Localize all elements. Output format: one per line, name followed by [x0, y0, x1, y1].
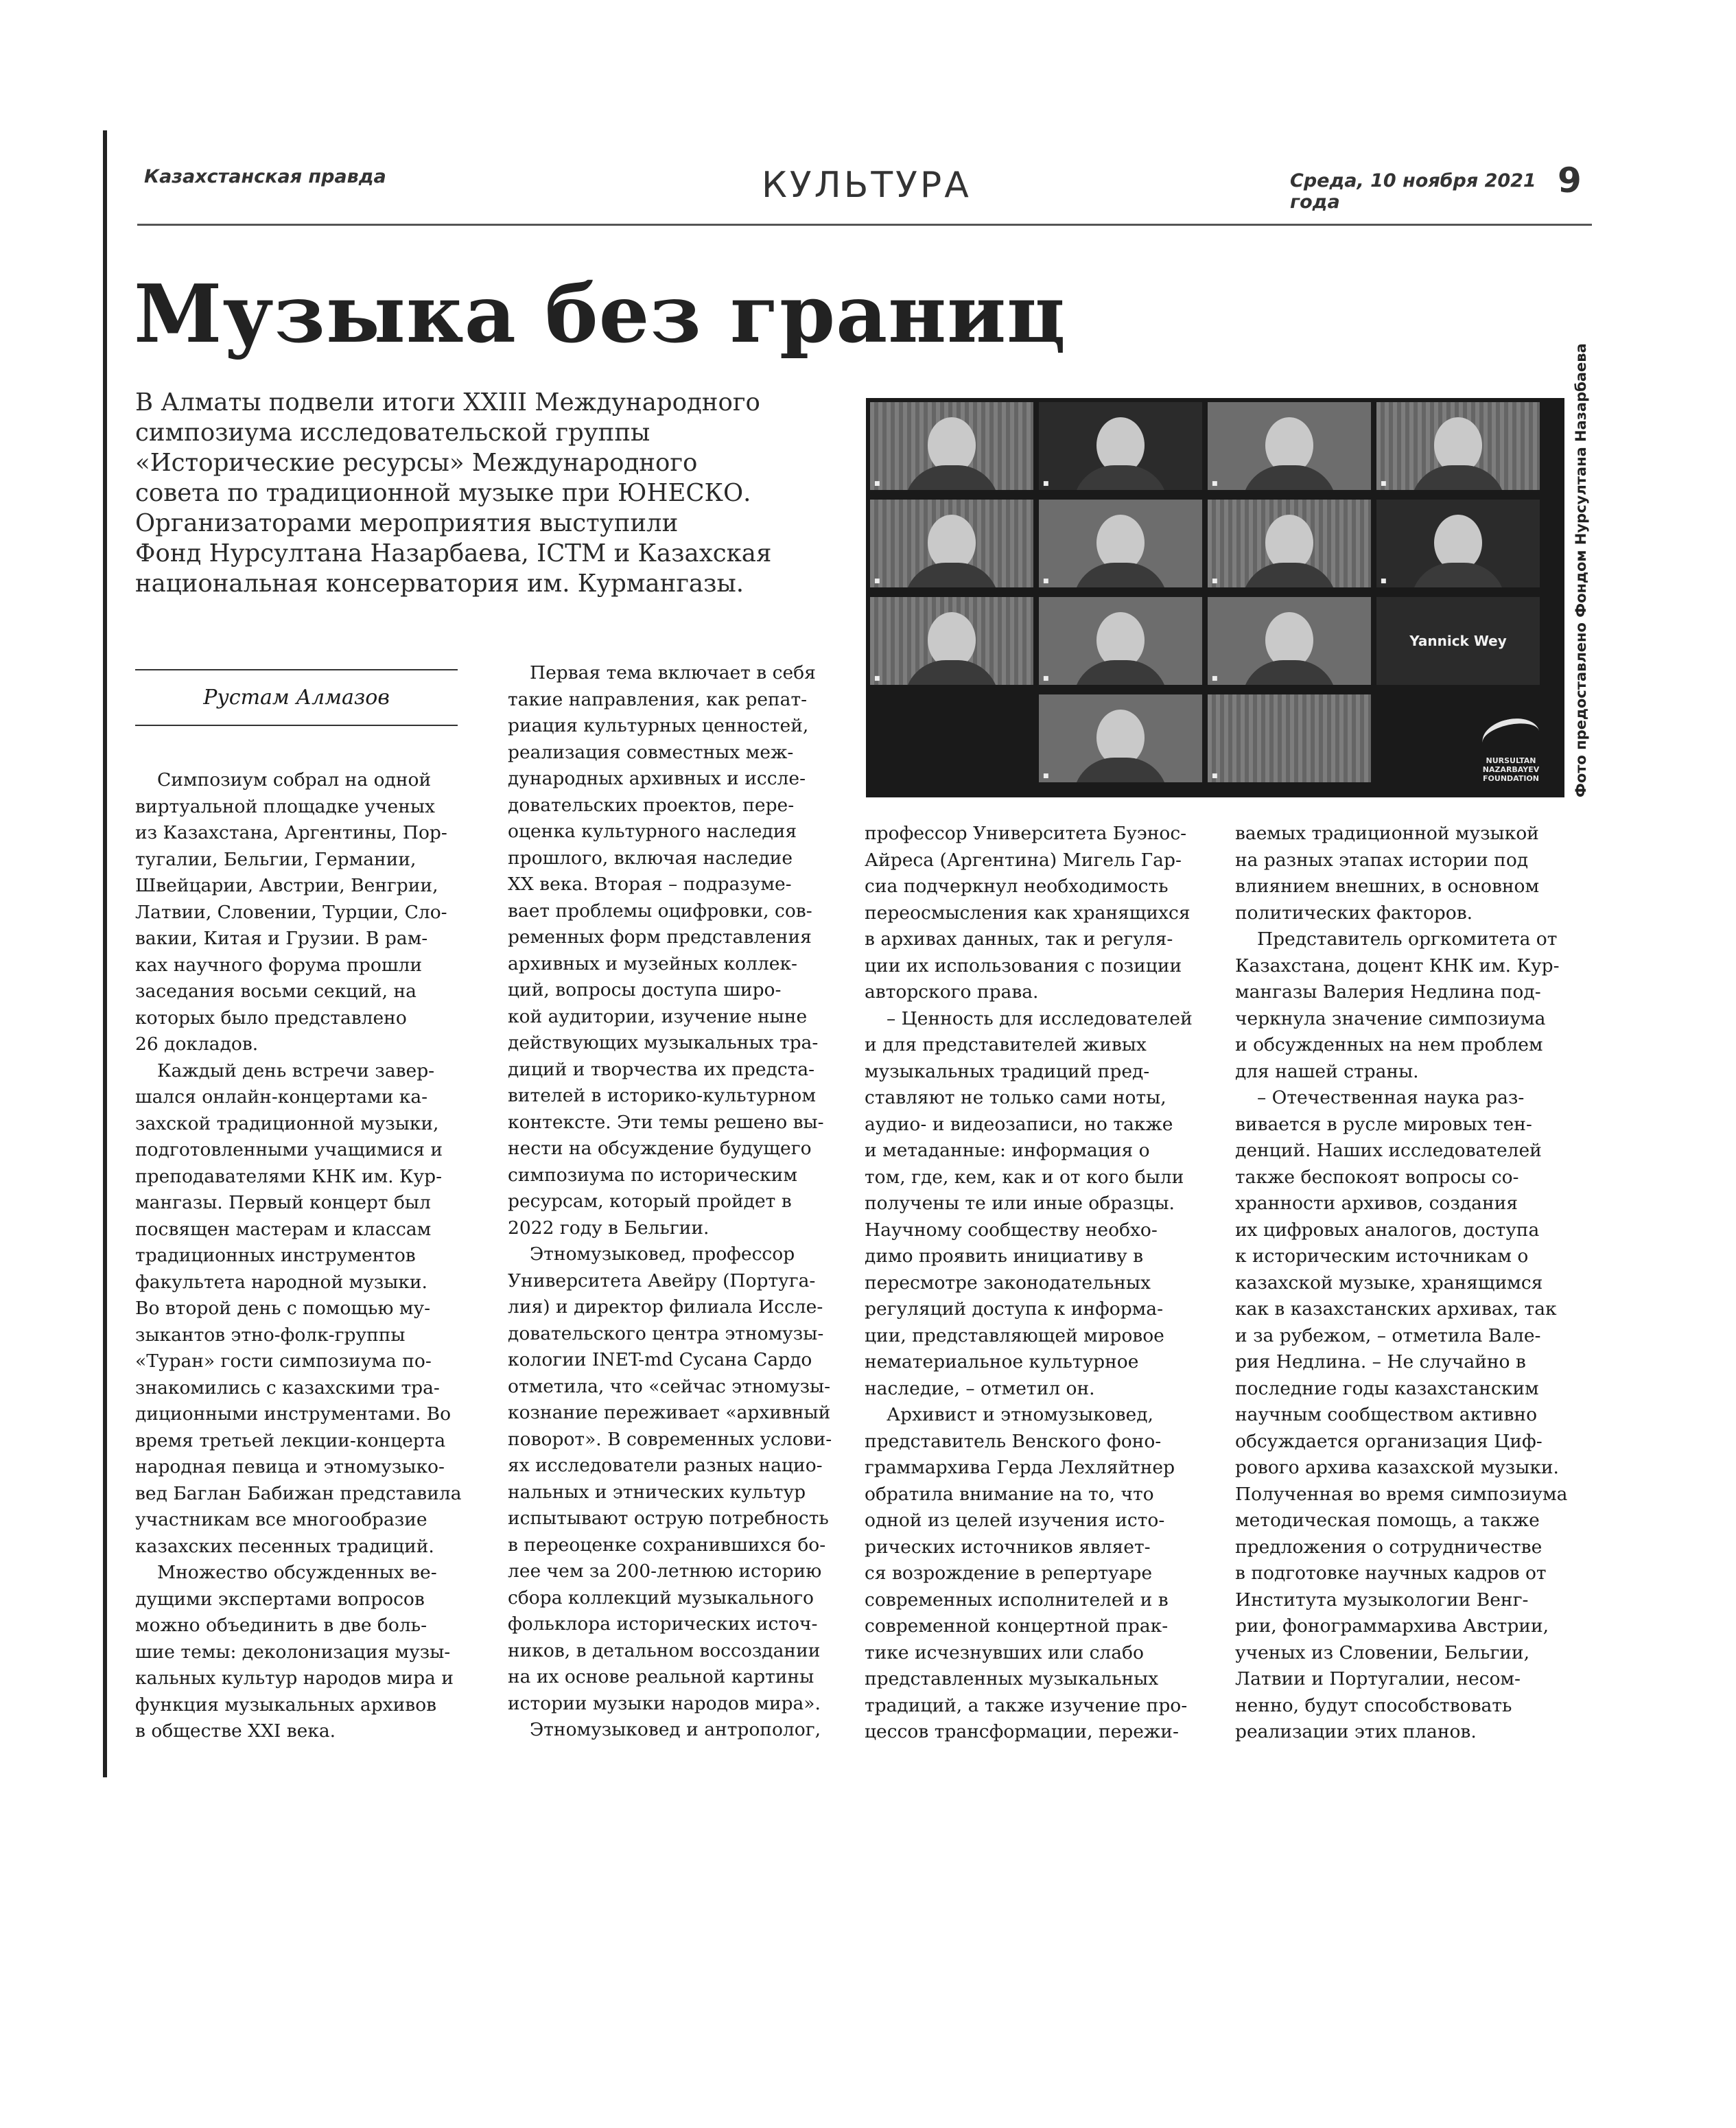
article-text-line: ся возрождение в репертуаре	[865, 1563, 1153, 1584]
article-text-line: в обществе XXI века.	[135, 1720, 336, 1742]
article-text-line: ках научного форума прошли	[135, 954, 422, 976]
article-text-line: том, где, кем, как и от кого были	[865, 1166, 1184, 1188]
article-text-line: преподавателями КНК им. Кур-	[135, 1165, 443, 1187]
article-text-line: довательского центра этномузы-	[508, 1322, 824, 1344]
article-text-line: действующих музыкальных тра-	[508, 1032, 819, 1053]
article-text-line: рических источников являет-	[865, 1536, 1151, 1558]
lead-line: В Алматы подвели итоги XXIII Международного	[135, 388, 760, 417]
lead-line: Организаторами мероприятия выступили	[135, 509, 679, 537]
article-text-line: посвящен мастерам и классам	[135, 1218, 432, 1240]
article-column-3	[865, 821, 1194, 1746]
article-text-line: ученых из Словении, Бельгии,	[1235, 1641, 1530, 1663]
participant-tile: ■	[870, 500, 1033, 587]
article-text-line: в подготовке научных кадров от	[1235, 1563, 1547, 1584]
participant-tile: ■	[1039, 500, 1202, 587]
article-text-line: обсуждается организация Циф-	[1235, 1430, 1543, 1452]
article-text-line: контексте. Эти темы решено вы-	[508, 1111, 824, 1133]
article-text-line: научным сообществом активно	[1235, 1404, 1538, 1425]
article-text-line: регуляций доступа к информа-	[865, 1298, 1164, 1320]
article-text-line: ненно, будут способствовать	[1235, 1694, 1512, 1716]
article-text-line: влиянием внешних, в основном	[1235, 876, 1540, 897]
article-text-line: одной из целей изучения исто-	[865, 1510, 1165, 1531]
article-text-line: диций и творчества их предста-	[508, 1058, 815, 1080]
article-text-line: политических факторов.	[1235, 902, 1473, 924]
article-text-line: Этномузыковед, профессор	[530, 1243, 795, 1265]
participant-tile: ■	[1039, 597, 1202, 685]
article-text-line: Первая тема включает в себя	[530, 662, 816, 683]
article-text-line: для нашей страны.	[1235, 1060, 1419, 1082]
article-text-line: Этномузыковед и антрополог,	[530, 1719, 821, 1740]
issue-date: Среда, 10 ноября 2021 года	[1290, 170, 1536, 213]
article-text-line: Латвии и Португалии, несом-	[1235, 1668, 1521, 1689]
article-text-line: нести на обсуждение будущего	[508, 1138, 812, 1159]
participant-tile: ■	[870, 402, 1033, 490]
article-text-line: которых было представлено	[135, 1007, 407, 1029]
article-text-line: Во второй день с помощью му-	[135, 1298, 431, 1319]
article-text-line: дущими экспертами вопросов	[135, 1588, 425, 1610]
article-text-line: прошлого, включая наследие	[508, 847, 793, 869]
article-column-4	[1235, 821, 1568, 1746]
lead-line: Фонд Нурсултана Назарбаева, ICTM и Казахская	[135, 539, 772, 568]
article-text-line: поворот». В современных услови-	[508, 1428, 832, 1450]
article-text-line: 26 докладов.	[135, 1033, 259, 1055]
participant-tile: ■	[1039, 694, 1202, 782]
article-text-line: димо проявить инициативу в	[865, 1246, 1144, 1267]
article-text-line: хранности архивов, создания	[1235, 1193, 1518, 1214]
article-text-line: кологии INET-md Сусана Сардо	[508, 1349, 812, 1370]
article-text-line: пересмотре законодательных	[865, 1272, 1151, 1294]
page-number: 9	[1558, 161, 1582, 200]
article-text-line: последние годы казахстанским	[1235, 1377, 1539, 1399]
article-text-line: реализации этих планов.	[1235, 1721, 1477, 1742]
article-column-2	[508, 660, 837, 1744]
article-text-line: шие темы: деколонизация музы-	[135, 1641, 451, 1663]
article-text-line: денций. Наших исследователей	[1235, 1140, 1542, 1161]
article-text-line: из Казахстана, Аргентины, Пор-	[135, 822, 447, 843]
article-text-line: профессор Университета Буэнос-	[865, 823, 1187, 844]
header-rule	[137, 224, 1592, 226]
article-text-line: ников, в детальном воссоздании	[508, 1639, 821, 1661]
article-text-line: – Отечественная наука раз-	[1257, 1087, 1525, 1108]
article-text-line: подготовленными учащимися и	[135, 1139, 443, 1160]
lead-line: симпозиума исследовательской группы	[135, 419, 650, 447]
article-text-line: архивных и музейных коллек-	[508, 952, 798, 974]
article-text-line: истории музыки народов мира».	[508, 1692, 821, 1714]
article-text-line: «Туран» гости симпозиума по-	[135, 1351, 432, 1372]
article-text-line: реализация совместных меж-	[508, 741, 794, 763]
article-text-line: ваемых традиционной музыкой	[1235, 823, 1539, 844]
article-text-line: вает проблемы оцифровки, сов-	[508, 900, 812, 922]
byline-rule-bottom	[135, 725, 458, 726]
article-text-line: дународных архивных и иссле-	[508, 768, 806, 789]
article-text-line: их цифровых аналогов, доступа	[1235, 1219, 1540, 1241]
article-text-line: тике исчезнувших или слабо	[865, 1641, 1144, 1663]
article-text-line: ременных форм представления	[508, 926, 812, 948]
section-title: КУЛЬТУРА	[762, 165, 972, 206]
article-text-line: и обсужденных на нем проблем	[1235, 1034, 1543, 1055]
article-text-line: к историческим источникам о	[1235, 1246, 1529, 1267]
participant-name-label: Yannick Wey	[1409, 633, 1507, 649]
article-text-line: народная певица и этномузыко-	[135, 1456, 445, 1477]
article-text-line: вителей в историко-культурном	[508, 1085, 816, 1106]
article-text-line: предложения о сотрудничестве	[1235, 1536, 1543, 1558]
article-text-line: тугалии, Бельгии, Германии,	[135, 848, 417, 870]
article-text-line: ций, вопросы доступа широ-	[508, 979, 782, 1001]
article-text-line: Представитель оргкомитета от	[1257, 928, 1558, 950]
author-name: Рустам Алмазов	[203, 686, 390, 710]
foundation-logo-icon	[1479, 714, 1543, 760]
article-text-line: Каждый день встречи завер-	[157, 1060, 435, 1081]
byline	[135, 669, 458, 726]
article-text-line: авторского права.	[865, 981, 1039, 1003]
article-text-line: виртуальной площадке ученых	[135, 795, 435, 817]
participant-tile-name-only	[1376, 597, 1540, 685]
article-text-line: вед Баглан Бабижан представила	[135, 1482, 462, 1504]
article-text-line: фольклора исторических источ-	[508, 1613, 818, 1635]
article-text-line: Симпозиум собрал на одной	[157, 769, 432, 791]
article-text-line: риация культурных ценностей,	[508, 715, 809, 736]
article-text-line: шался онлайн-концертами ка-	[135, 1086, 428, 1108]
article-text-line: испытывают острую потребность	[508, 1508, 829, 1529]
participant-tile: ■	[1376, 500, 1540, 587]
article-text-line: Швейцарии, Австрии, Венгрии,	[135, 875, 438, 896]
article-text-line: на разных этапах истории под	[1235, 849, 1529, 871]
article-text-line: современных исполнителей и в	[865, 1589, 1169, 1611]
article-text-line: время третьей лекции-концерта	[135, 1429, 446, 1451]
article-text-line: зыкантов этно-фолк-группы	[135, 1324, 406, 1346]
page-header	[137, 151, 1592, 233]
lead-line: национальная консерватория им. Курмангазы.	[135, 570, 744, 598]
article-text-line: казахских песенных традиций.	[135, 1535, 434, 1557]
article-text-line: знакомились с казахскими тра-	[135, 1377, 440, 1399]
article-text-line: ции, представляющей мировое	[865, 1324, 1164, 1346]
newspaper-name: Казахстанская правда	[144, 166, 386, 187]
article-text-line: черкнула значение симпозиума	[1235, 1007, 1546, 1029]
article-text-line: кознание переживает «архивный	[508, 1402, 831, 1423]
article-text-line: и для представителей живых	[865, 1034, 1147, 1055]
article-text-line: Архивист и этномузыковед,	[887, 1404, 1153, 1425]
article-text-line: ресурсам, который пройдет в	[508, 1191, 792, 1212]
article-text-line: в переоценке сохранившихся бо-	[508, 1534, 826, 1556]
article-text-line: Университета Авейру (Португа-	[508, 1270, 816, 1291]
article-lead	[135, 388, 856, 599]
article-text-line: казахской музыке, хранящимся	[1235, 1272, 1543, 1294]
article-text-line: переосмысления как хранящихся	[865, 902, 1190, 924]
article-text-line: традиций, а также изучение про-	[865, 1694, 1188, 1716]
article-headline: Музыка без границ	[134, 268, 1066, 361]
participant-tile: ■	[870, 597, 1033, 685]
article-text-line: Казахстана, доцент КНК им. Кур-	[1235, 955, 1560, 977]
participant-tile: ■	[1208, 597, 1371, 685]
participant-tile: ■	[1208, 694, 1371, 782]
lead-line: совета по традиционной музыке при ЮНЕСКО.	[135, 479, 751, 507]
article-text-line: отметила, что «сейчас этномузы-	[508, 1375, 831, 1397]
article-text-line: сбора коллекций музыкального	[508, 1587, 814, 1609]
article-text-line: наследие, – отметил он.	[865, 1377, 1095, 1399]
article-text-line: симпозиума по историческим	[508, 1164, 797, 1186]
photo-credit: Фото предоставлено Фондом Нурсултана Назарбаева	[1573, 343, 1589, 797]
article-text-line: участникам все многообразие	[135, 1509, 427, 1530]
lead-line: «Исторические ресурсы» Международного	[135, 449, 698, 477]
article-text-line: Множество обсужденных ве-	[157, 1562, 437, 1583]
article-text-line: довательских проектов, пере-	[508, 794, 795, 816]
article-text-line: и за рубежом, – отметила Вале-	[1235, 1324, 1541, 1346]
article-text-line: ции их использования с позиции	[865, 955, 1182, 977]
article-text-line: нематериальное культурное	[865, 1351, 1139, 1372]
article-text-line: такие направления, как репат-	[508, 688, 808, 710]
article-text-line: Латвии, Словении, Турции, Сло-	[135, 901, 447, 923]
article-text-line: захской традиционной музыки,	[135, 1112, 439, 1134]
article-text-line: факультета народной музыки.	[135, 1271, 427, 1293]
article-text-line: и метаданные: информация о	[865, 1140, 1150, 1161]
article-text-line: граммархива Герда Лехляйтнер	[865, 1457, 1175, 1478]
participant-tile: ■	[1208, 402, 1371, 490]
article-text-line: лия) и директор филиала Иссле-	[508, 1296, 823, 1318]
article-text-line: рии, фонограммархива Австрии,	[1235, 1615, 1549, 1637]
participant-tile: ■	[1039, 402, 1202, 490]
article-text-line: современной концертной прак-	[865, 1615, 1169, 1637]
article-text-line: кальных культур народов мира и	[135, 1668, 454, 1689]
article-text-line: рового архива казахской музыки.	[1235, 1457, 1559, 1478]
article-text-line: – Ценность для исследователей	[887, 1007, 1193, 1029]
article-text-line: можно объединить в две боль-	[135, 1615, 427, 1636]
article-text-line: диционными инструментами. Во	[135, 1403, 451, 1425]
foundation-logo-text: NURSULTAN NAZARBAYEV FOUNDATION	[1482, 756, 1540, 783]
article-text-line: вивается в русле мировых тен-	[1235, 1113, 1532, 1135]
article-text-line: вакии, Китая и Грузии. В рам-	[135, 928, 428, 949]
article-text-line: цессов трансформации, пережи-	[865, 1721, 1179, 1742]
article-text-line: Айреса (Аргентина) Мигель Гар-	[865, 849, 1182, 871]
article-text-line: аудио- и видеозаписи, но также	[865, 1113, 1173, 1135]
article-text-line: представитель Венского фоно-	[865, 1430, 1162, 1452]
article-text-line: рия Недлина. – Не случайно в	[1235, 1351, 1526, 1372]
article-text-line: методическая помощь, а также	[1235, 1510, 1540, 1531]
article-text-line: представленных музыкальных	[865, 1668, 1159, 1689]
article-text-line: лее чем за 200-летнюю историю	[508, 1560, 822, 1582]
participant-tile: ■	[1376, 402, 1540, 490]
article-photo	[866, 398, 1564, 797]
article-text-line: обратила внимание на то, что	[865, 1483, 1154, 1505]
article-text-line: кой аудитории, изучение ныне	[508, 1005, 808, 1027]
article-text-line: получены те или иные образцы.	[865, 1193, 1175, 1214]
article-text-line: оценка культурного наследия	[508, 821, 797, 842]
article-text-line: Полученная во время симпозиума	[1235, 1483, 1568, 1505]
article-text-line: традиционных инструментов	[135, 1245, 416, 1266]
article-text-line: в архивах данных, так и регуля-	[865, 928, 1173, 950]
article-text-line: ставляют не только сами ноты,	[865, 1087, 1166, 1108]
article-text-line: ях исследователи разных нацио-	[508, 1455, 823, 1476]
participant-tile: ■	[1208, 500, 1371, 587]
article-column-1	[135, 767, 465, 1745]
article-text-line: 2022 году в Бельгии.	[508, 1217, 709, 1239]
article-text-line: музыкальных традиций пред-	[865, 1060, 1150, 1082]
article-text-line: Института музыкологии Венг-	[1235, 1589, 1529, 1611]
foundation-logo	[1463, 714, 1559, 793]
article-text-line: также беспокоят вопросы со-	[1235, 1166, 1519, 1188]
article-text-line: Научному сообществу необхо-	[865, 1219, 1158, 1241]
article-text-line: сиа подчеркнул необходимость	[865, 876, 1169, 897]
article-text-line: нальных и этнических культур	[508, 1481, 806, 1503]
article-text-line: мангазы. Первый концерт был	[135, 1192, 431, 1213]
article-text-line: заседания восьми секций, на	[135, 981, 417, 1002]
article-text-line: функция музыкальных архивов	[135, 1694, 437, 1716]
article-text-line: XX века. Вторая – подразуме-	[508, 874, 792, 895]
article-text-line: мангазы Валерия Недлина под-	[1235, 981, 1541, 1003]
article-text-line: на их основе реальной картины	[508, 1666, 814, 1687]
article-text-line: как в казахстанских архивах, так	[1235, 1298, 1557, 1320]
